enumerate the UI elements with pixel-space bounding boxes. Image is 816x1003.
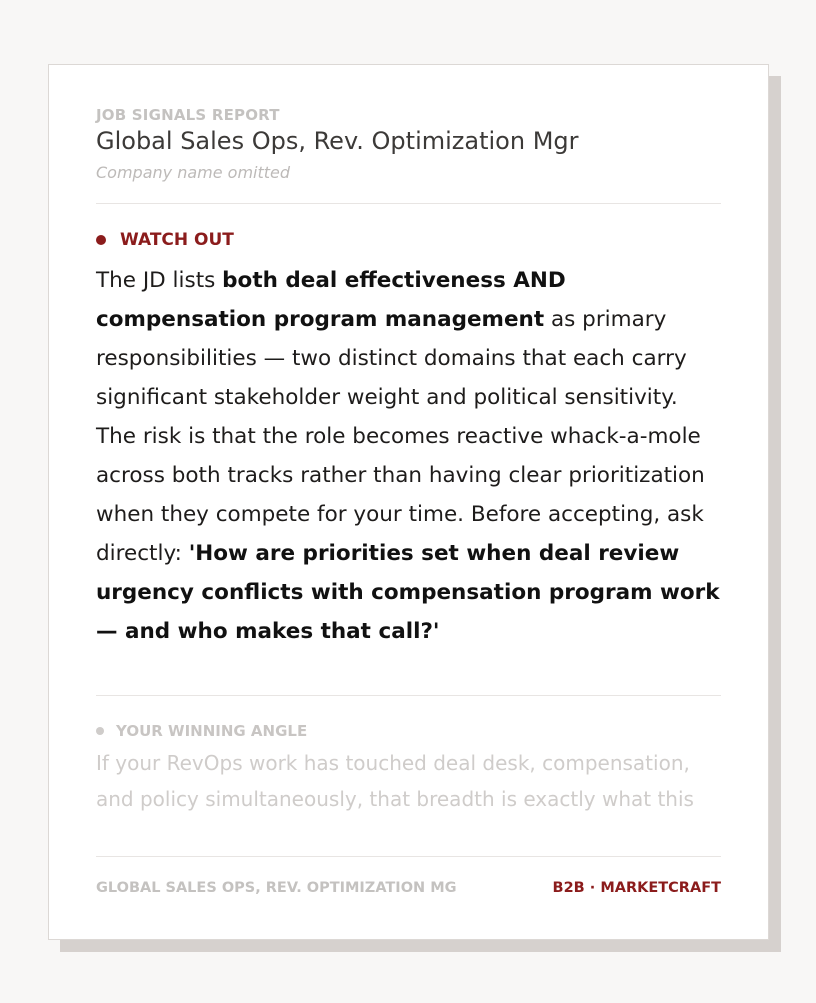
watch-out-text-part: as primary responsibilities — two distinct domains that each carry significant stakeholder weight and political sensitivity. The risk is that the role becomes reactive whack-a-mole across both tracks rather than having clear prioritization when they compete for your time. Before accepting, ask directly: <box>96 307 705 566</box>
watch-out-question: 'How are priorities set when deal review urgency conflicts with compensation program work — and who makes that call?' <box>96 541 720 644</box>
footer-job-title: GLOBAL SALES OPS, REV. OPTIMIZATION MG <box>96 880 457 896</box>
watch-out-header <box>96 230 234 250</box>
footer-brand: B2B · MARKETCRAFT <box>552 880 721 896</box>
job-title: Global Sales Ops, Rev. Optimization Mgr <box>96 127 579 155</box>
report-label: JOB SIGNALS REPORT <box>96 106 280 124</box>
company-name: Company name omitted <box>96 163 291 182</box>
winning-angle-text: If your RevOps work has touched deal desk, compensation, and policy simultaneously, that breadth is exactly what this <box>96 751 694 811</box>
watch-out-text <box>96 261 721 651</box>
winning-angle-header <box>96 722 307 740</box>
watch-out-label: WATCH OUT <box>120 230 234 250</box>
report-card <box>48 64 769 940</box>
bullet-dot-icon <box>96 235 106 245</box>
winning-angle-label: YOUR WINNING ANGLE <box>116 722 308 740</box>
watch-out-text-part: The JD lists <box>96 268 223 293</box>
divider <box>96 695 721 696</box>
divider <box>96 856 721 857</box>
divider <box>96 203 721 204</box>
bullet-dot-icon <box>96 727 104 735</box>
watch-out-emphasis: both deal effectiveness AND compensation program management <box>96 268 566 332</box>
